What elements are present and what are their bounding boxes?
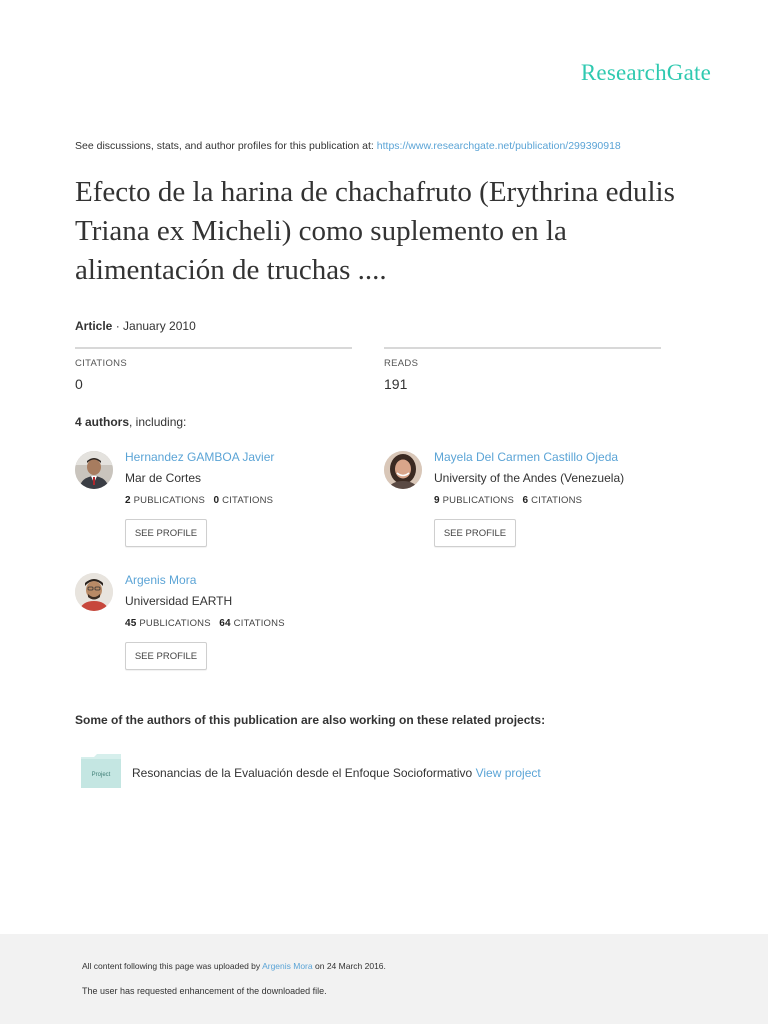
project-title: Resonancias de la Evaluación desde el Enfoque Socioformativo — [132, 766, 473, 780]
author-stats — [434, 495, 582, 506]
publication-url-link[interactable]: https://www.researchgate.net/publication/299390918 — [376, 140, 621, 152]
upload-prefix: All content following this page was uploaded by — [82, 961, 261, 971]
project-folder-icon[interactable] — [80, 753, 122, 787]
person-photo-icon — [75, 451, 113, 489]
author-institution: University of the Andes (Venezuela) — [434, 471, 625, 485]
see-discussions-text: See discussions, stats, and author profiles for this publication at: — [75, 140, 374, 152]
reads-divider — [384, 347, 661, 349]
author-publications-count: 9 — [434, 495, 440, 506]
person-photo-icon — [384, 451, 422, 489]
upload-info — [82, 961, 386, 971]
citations-value: 0 — [75, 376, 83, 392]
citations-divider — [75, 347, 352, 349]
see-profile-button[interactable]: SEE PROFILE — [125, 642, 207, 670]
see-profile-button[interactable]: SEE PROFILE — [434, 519, 516, 547]
reads-label: READS — [384, 358, 419, 369]
publication-meta — [75, 319, 196, 333]
publication-title: Efecto de la harina de chachafruto (Erythrina edulis Triana ex Micheli) como suplemento en la alimentación de truchas .... — [75, 176, 675, 286]
author-avatar[interactable] — [384, 451, 422, 489]
publication-date: · January 2010 — [112, 319, 196, 333]
author-name-link[interactable]: Argenis Mora — [125, 573, 197, 587]
author-citations-count: 0 — [213, 495, 220, 506]
author-stats — [125, 618, 285, 629]
related-projects-heading: Some of the authors of this publication are also working on these related projects: — [75, 713, 546, 727]
reads-value: 191 — [384, 376, 408, 392]
author-citations-label: CITATIONS — [233, 618, 285, 629]
publication-type: Article — [75, 319, 113, 333]
upload-suffix: on 24 March 2016. — [315, 961, 386, 971]
author-institution: Mar de Cortes — [125, 471, 202, 485]
authors-count: 4 authors — [75, 415, 130, 429]
authors-heading — [75, 415, 186, 429]
footer — [0, 934, 768, 1024]
author-avatar[interactable] — [75, 451, 113, 489]
author-publications-label: PUBLICATIONS — [139, 618, 211, 629]
author-institution: Universidad EARTH — [125, 594, 233, 608]
enhancement-notice: The user has requested enhancement of the downloaded file. — [82, 986, 327, 996]
project-icon-label: Project — [91, 772, 111, 778]
author-publications-count: 45 — [125, 618, 137, 629]
authors-suffix: , including: — [129, 415, 187, 429]
author-publications-label: PUBLICATIONS — [442, 495, 514, 506]
see-discussions-line — [75, 140, 621, 152]
author-citations-count: 6 — [522, 495, 529, 506]
author-stats — [125, 495, 273, 506]
citations-label: CITATIONS — [75, 358, 127, 369]
author-citations-label: CITATIONS — [531, 495, 583, 506]
view-project-link[interactable]: View project — [475, 766, 541, 780]
author-publications-label: PUBLICATIONS — [133, 495, 205, 506]
project-item — [132, 766, 541, 780]
author-name-link[interactable]: Mayela Del Carmen Castillo Ojeda — [434, 450, 619, 464]
author-citations-count: 64 — [219, 618, 231, 629]
author-publications-count: 2 — [125, 495, 131, 506]
author-name-link[interactable]: Hernandez GAMBOA Javier — [125, 450, 275, 464]
uploader-link[interactable]: Argenis Mora — [262, 961, 313, 971]
author-citations-label: CITATIONS — [222, 495, 274, 506]
researchgate-logo[interactable]: ResearchGate — [580, 60, 711, 85]
see-profile-button[interactable]: SEE PROFILE — [125, 519, 207, 547]
person-photo-icon — [75, 573, 113, 611]
author-avatar[interactable] — [75, 573, 113, 611]
